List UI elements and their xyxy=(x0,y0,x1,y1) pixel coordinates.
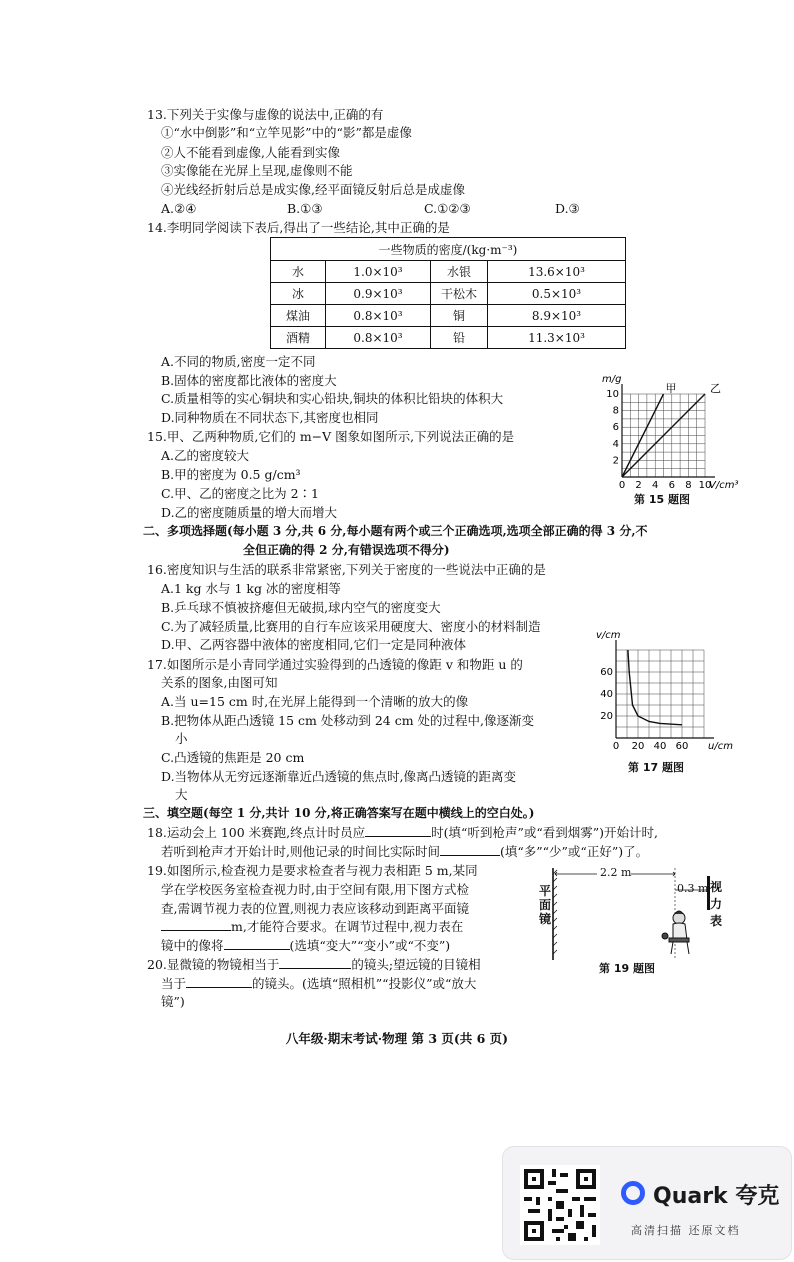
x-tick-label: 4 xyxy=(652,480,659,491)
x-tick-label: 0 xyxy=(618,480,626,491)
q13-statement-4: ④光线经折射后总是成实像,经平面镜反射后总是成虚像 xyxy=(161,182,465,197)
q19-figure-caption: 第 19 题图 xyxy=(599,962,655,975)
q17-stem-cont: 关系的图象,由图可知 xyxy=(161,675,278,690)
y-axis-label: v/cm xyxy=(596,630,621,641)
distance-label-0-3m: 0.3 m xyxy=(677,882,709,895)
q18-answer-blank-1[interactable] xyxy=(365,824,431,837)
table-cell: 铜 xyxy=(431,305,488,327)
q20-text: 20.显微镜的物镜相当于 xyxy=(147,957,280,972)
q16-option-a: A.1 kg 水与 1 kg 冰的密度相等 xyxy=(161,581,341,596)
q19-answer-blank-2[interactable] xyxy=(224,937,290,950)
y-tick-label: 20 xyxy=(600,711,613,722)
y-axis-label: m/g xyxy=(602,374,622,385)
q17-option-b: B.把物体从距凸透镜 15 cm 处移动到 24 cm 处的过程中,像逐渐变 xyxy=(161,713,534,728)
table-cell: 0.9×10³ xyxy=(326,283,431,305)
q13-option-c: C.①②③ xyxy=(424,201,471,216)
q18-line-1 xyxy=(147,824,658,841)
q19-line-2: 学在学校医务室检查视力时,由于空间有限,用下图方式检 xyxy=(161,882,469,897)
q17-option-d-cont: 大 xyxy=(175,787,188,802)
q15-figure-caption: 第 15 题图 xyxy=(634,493,690,506)
q13-option-a: A.②④ xyxy=(161,201,197,216)
q19-line-3: 查,需调节视力表的位置,则视力表应该移动到距离平面镜 xyxy=(161,901,469,916)
q15-option-c: C.甲、乙的密度之比为 2∶1 xyxy=(161,486,319,501)
y-tick-label: 40 xyxy=(600,689,613,700)
q14-option-a: A.不同的物质,密度一定不同 xyxy=(161,354,316,369)
table-cell: 冰 xyxy=(271,283,326,305)
density-table xyxy=(270,237,626,349)
x-tick-label: 40 xyxy=(653,741,667,752)
q13-stem: 13.下列关于实像与虚像的说法中,正确的有 xyxy=(147,107,384,122)
y-tick-label: 10 xyxy=(606,389,619,400)
x-axis-label: u/cm xyxy=(708,741,733,752)
series-label: 乙 xyxy=(710,382,721,395)
q13-statement-2: ②人不能看到虚像,人能看到实像 xyxy=(161,145,340,160)
q18-text: (填“多”“少”或“正好”)了。 xyxy=(499,844,649,859)
table-cell: 0.5×10³ xyxy=(488,283,626,305)
y-tick-label: 60 xyxy=(600,667,613,678)
plane-mirror xyxy=(553,868,557,960)
q15-option-b: B.甲的密度为 0.5 g/cm³ xyxy=(161,467,301,482)
q14-option-b: B.固体的密度都比液体的密度大 xyxy=(161,373,337,388)
table-cell: 13.6×10³ xyxy=(488,261,626,283)
x-tick-label: 0 xyxy=(612,741,620,752)
section3-heading: 三、填空题(每空 1 分,共计 10 分,将正确答案写在题中横线上的空白处。) xyxy=(143,806,535,820)
y-tick-label: 4 xyxy=(612,438,619,450)
q20-line-2 xyxy=(161,975,476,992)
table-cell: 铅 xyxy=(431,327,488,349)
mirror-label: 平面镜 xyxy=(539,884,552,926)
q19-answer-blank-1[interactable] xyxy=(161,918,231,931)
distance-label-2-2m: 2.2 m xyxy=(600,866,632,879)
q16-option-c: C.为了减轻质量,比赛用的自行车应该采用硬度大、密度小的材料制造 xyxy=(161,619,541,634)
table-row xyxy=(271,261,626,283)
q20-text: 当于 xyxy=(161,976,187,991)
table-cell: 0.8×10³ xyxy=(326,327,431,349)
q17-figure-caption: 第 17 题图 xyxy=(628,761,684,774)
q19-line-4 xyxy=(161,918,463,935)
q14-option-d: D.同种物质在不同状态下,其密度也相同 xyxy=(161,410,379,425)
x-tick-label: 8 xyxy=(685,480,692,491)
table-cell: 水 xyxy=(271,261,326,283)
table-cell: 煤油 xyxy=(271,305,326,327)
table-cell: 8.9×10³ xyxy=(488,305,626,327)
quark-logo-icon xyxy=(621,1181,645,1205)
q17-option-a: A.当 u=15 cm 时,在光屏上能得到一个清晰的放大的像 xyxy=(161,694,469,709)
y-tick-label: 2 xyxy=(612,455,619,467)
table-cell: 11.3×10³ xyxy=(488,327,626,349)
x-axis-label: V/cm³ xyxy=(709,480,739,491)
page-footer: 八年级·期末考试·物理 第 3 页(共 6 页) xyxy=(285,1031,509,1046)
q20-answer-blank-2[interactable] xyxy=(186,975,252,988)
q13-statement-1: ①“水中倒影”和“立竿见影”中的“影”都是虚像 xyxy=(161,125,412,140)
y-tick-label: 8 xyxy=(612,405,619,417)
q20-answer-blank-1[interactable] xyxy=(279,956,351,969)
q17-option-b-cont: 小 xyxy=(175,731,188,746)
quark-scan-card[interactable] xyxy=(502,1146,792,1260)
q17-option-d: D.当物体从无穷远逐渐靠近凸透镜的焦点时,像离凸透镜的距离变 xyxy=(161,769,517,784)
series-label: 甲 xyxy=(665,382,677,395)
table-row xyxy=(271,327,626,349)
x-tick-label: 10 xyxy=(698,480,712,491)
q18-text: 时(填“听到枪声”或“看到烟雾”)开始计时, xyxy=(431,825,658,840)
q18-line-2 xyxy=(161,843,648,860)
table-cell: 酒精 xyxy=(271,327,326,349)
eye-test-figure xyxy=(535,862,735,962)
mv-graph xyxy=(596,372,756,502)
uv-graph xyxy=(590,630,750,760)
q20-line-3: 镜”) xyxy=(161,994,185,1009)
qr-code-icon xyxy=(520,1165,600,1245)
table-cell: 1.0×10³ xyxy=(326,261,431,283)
section2-heading-cont: 全但正确的得 2 分,有错误选项不得分) xyxy=(243,543,450,557)
section2-heading: 二、多项选择题(每小题 3 分,共 6 分,每小题有两个或三个正确选项,选项全部正确的得 3 分,不 xyxy=(143,524,648,538)
x-tick-label: 60 xyxy=(675,741,689,752)
y-tick-label: 6 xyxy=(612,422,619,434)
x-tick-label: 2 xyxy=(635,480,642,491)
table-cell: 水银 xyxy=(431,261,488,283)
table-row xyxy=(271,283,626,305)
q17-option-c: C.凸透镜的焦距是 20 cm xyxy=(161,750,305,765)
table-cell: 干松木 xyxy=(431,283,488,305)
q19-line-1: 19.如图所示,检查视力是要求检查者与视力表相距 5 m,某同 xyxy=(147,863,478,878)
q20-text: 的镜头;望远镜的目镜相 xyxy=(351,957,481,972)
q18-answer-blank-2[interactable] xyxy=(440,843,500,856)
x-tick-label: 6 xyxy=(668,480,675,491)
table-cell: 0.8×10³ xyxy=(326,305,431,327)
table-row xyxy=(271,305,626,327)
q16-option-d: D.甲、乙两容器中液体的密度相同,它们一定是同种液体 xyxy=(161,637,467,652)
q19-line-5 xyxy=(161,937,450,954)
q15-option-a: A.乙的密度较大 xyxy=(161,448,250,463)
q14-option-c: C.质量相等的实心铜块和实心铅块,铜块的体积比铅块的体积大 xyxy=(161,391,504,406)
q18-text: 18.运动会上 100 米赛跑,终点计时员应 xyxy=(147,825,366,840)
q15-stem: 15.甲、乙两种物质,它们的 m−V 图象如图所示,下列说法正确的是 xyxy=(147,429,515,444)
q15-option-d: D.乙的密度随质量的增大而增大 xyxy=(161,505,338,520)
q13-option-b: B.①③ xyxy=(287,201,323,216)
q19-text: (选填“变大”“变小”或“不变”) xyxy=(289,938,451,953)
q16-option-b: B.乒乓球不慎被挤瘪但无破损,球内空气的密度变大 xyxy=(161,600,441,615)
q13-statement-3: ③实像能在光屏上呈现,虚像则不能 xyxy=(161,163,353,178)
q17-stem: 17.如图所示是小青同学通过实验得到的凸透镜的像距 v 和物距 u 的 xyxy=(147,657,523,672)
seated-person-icon xyxy=(662,911,689,954)
quark-slogan: 高清扫描 还原文档 xyxy=(631,1224,741,1237)
q19-text: m,才能符合要求。在调节过程中,视力表在 xyxy=(231,919,464,934)
vision-chart-label: 视力表 xyxy=(710,880,723,928)
q18-text: 若听到枪声才开始计时,则他记录的时间比实际时间 xyxy=(161,844,440,859)
q14-stem: 14.李明同学阅读下表后,得出了一些结论,其中正确的是 xyxy=(147,220,450,235)
q19-text: 镜中的像将 xyxy=(161,938,224,953)
quark-brand: Quark 夸克 xyxy=(653,1184,780,1209)
q20-text: 的镜头。(选填“照相机”“投影仪”或“放大 xyxy=(252,976,477,991)
q13-option-d: D.③ xyxy=(555,201,580,216)
q16-stem: 16.密度知识与生活的联系非常紧密,下列关于密度的一些说法中正确的是 xyxy=(147,562,546,577)
q20-line-1 xyxy=(147,956,481,973)
x-tick-label: 20 xyxy=(631,741,645,752)
density-table-title: 一些物质的密度/(kg·m⁻³) xyxy=(271,238,626,261)
